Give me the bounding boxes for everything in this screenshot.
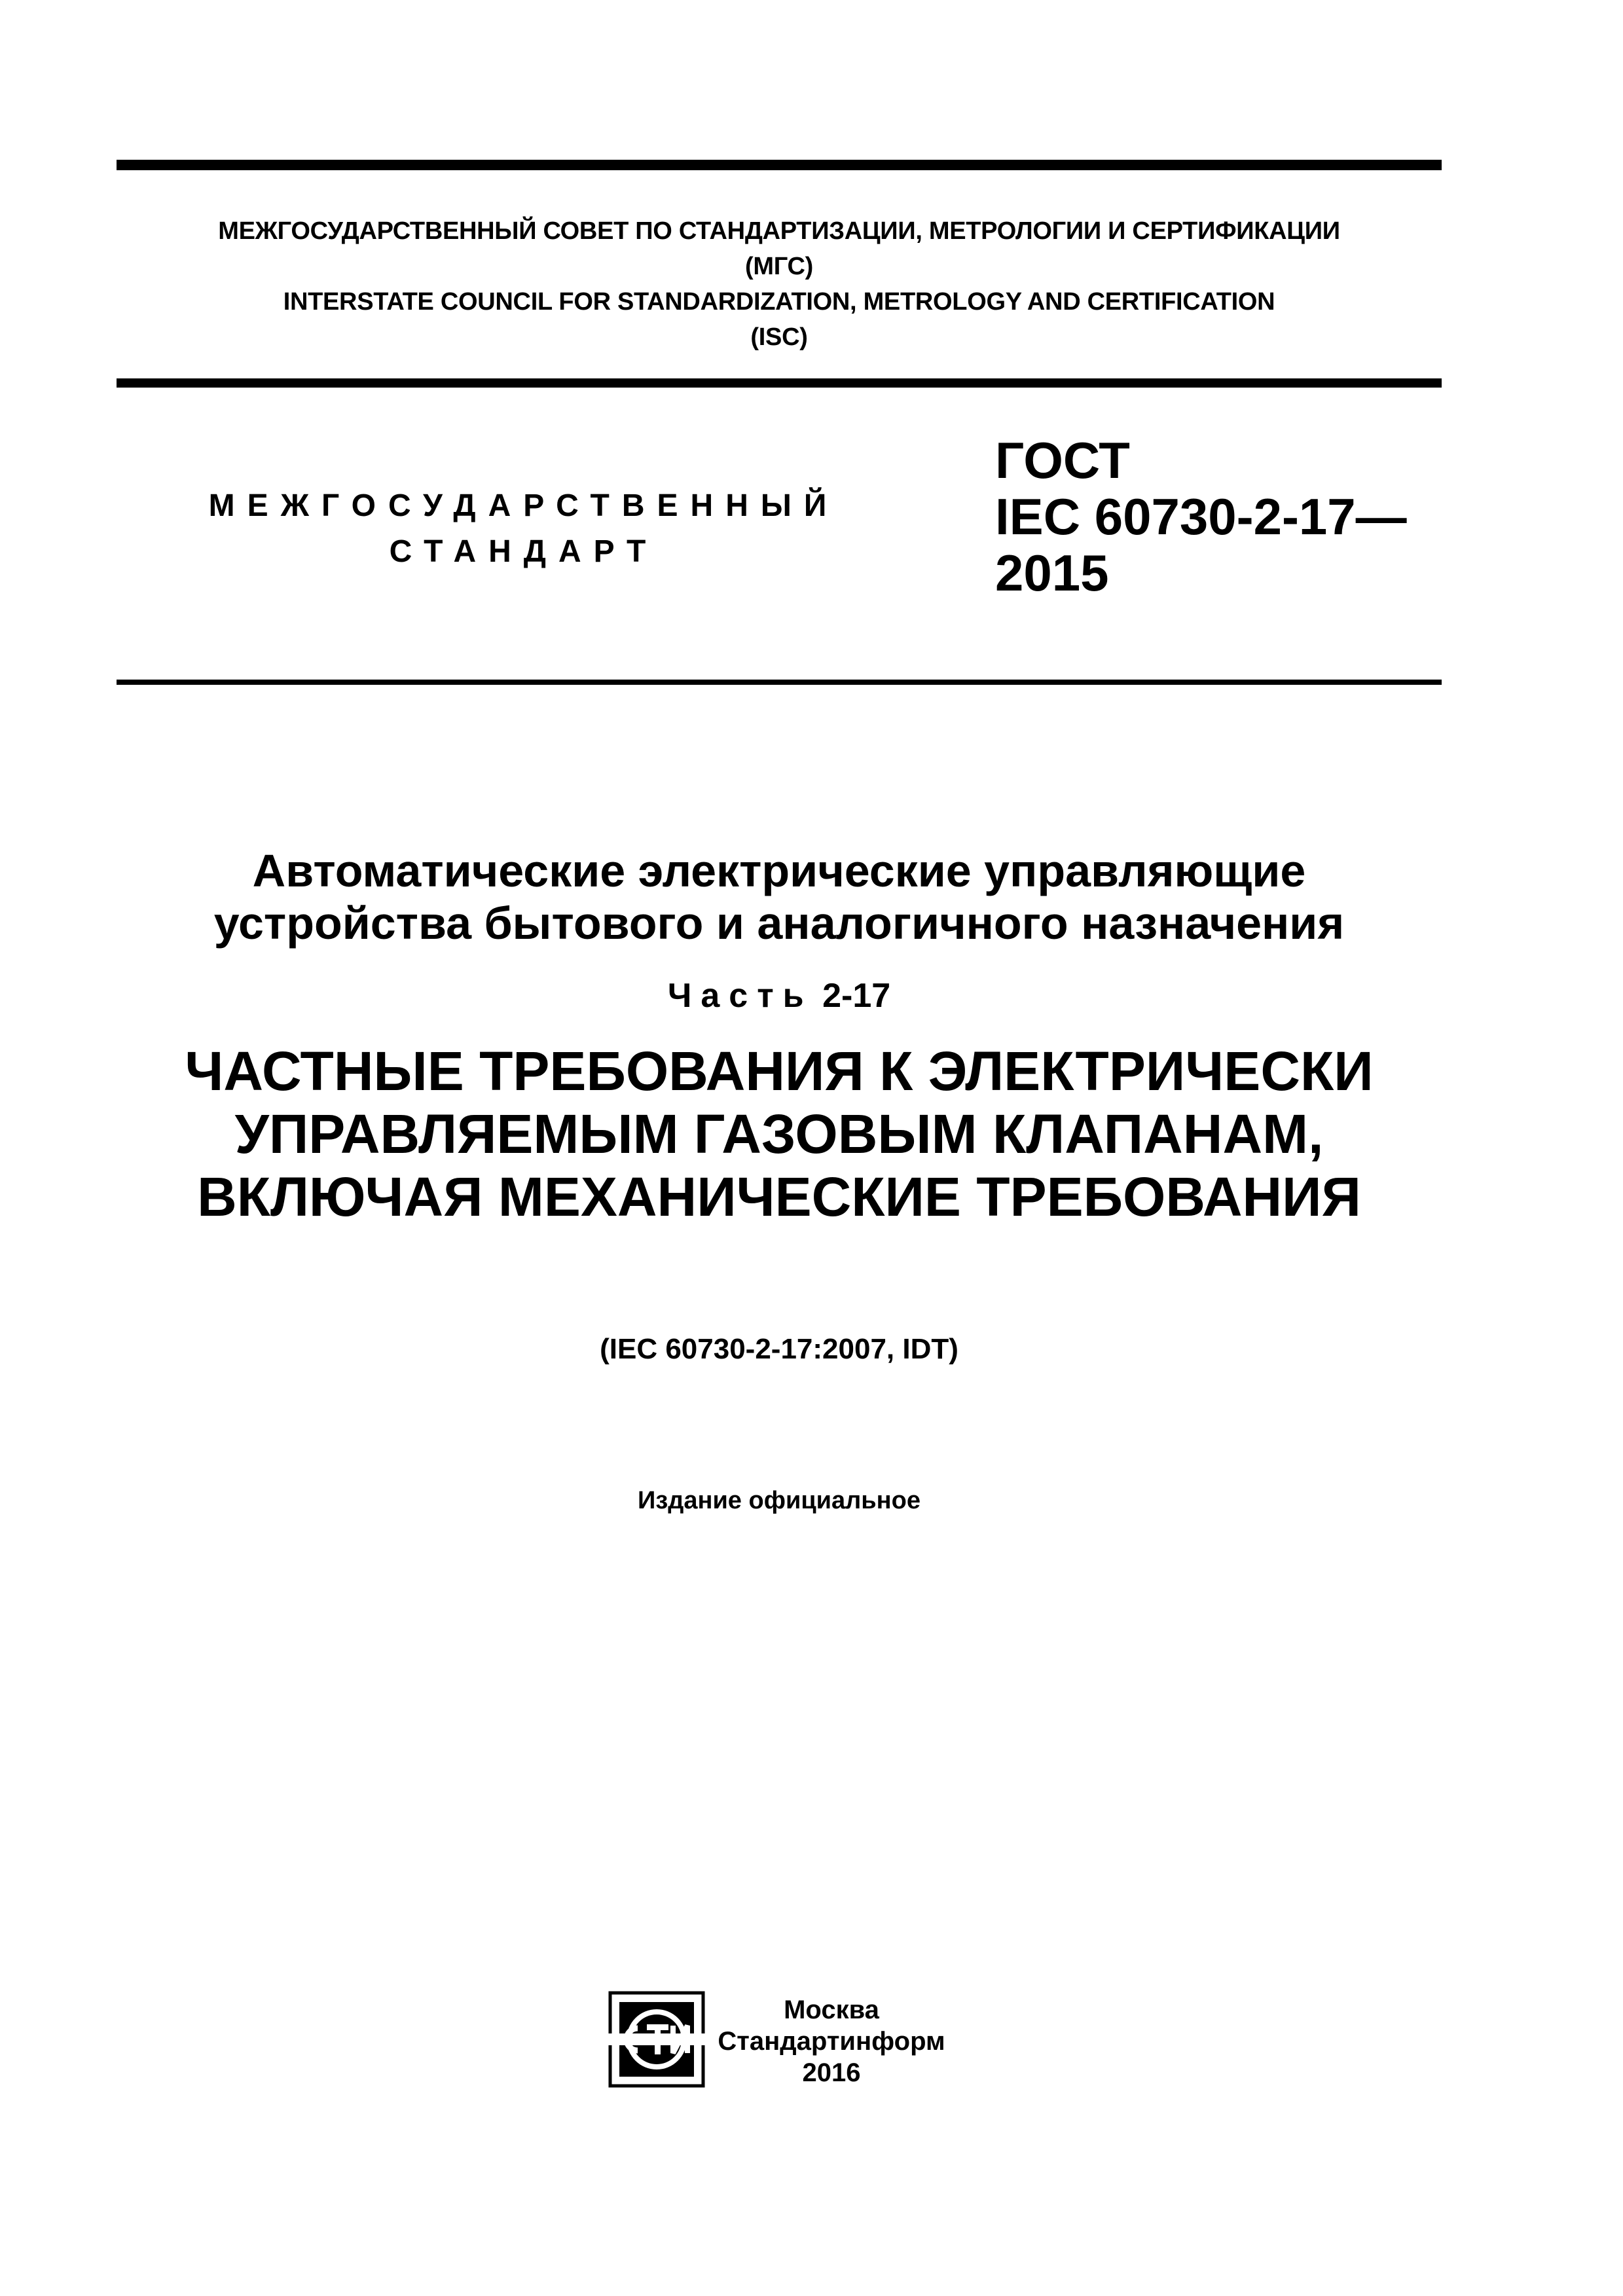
standard-kind — [196, 483, 851, 575]
designation-line3: 2015 — [995, 544, 1109, 602]
document-title — [117, 845, 1442, 949]
title-line2: устройства бытового и аналогичного назначения — [213, 898, 1345, 949]
standard-kind-line1: МЕЖГОСУДАРСТВЕННЫЙ — [208, 488, 839, 523]
standartinform-logo-icon — [608, 1990, 706, 2088]
middle-divider — [117, 378, 1442, 388]
publisher-block — [714, 1994, 949, 2088]
iec-reference: (IEC 60730-2-17:2007, IDT) — [600, 1333, 958, 1365]
standard-kind-line2: СТАНДАРТ — [389, 534, 659, 569]
part-number: 2-17 — [822, 977, 891, 1015]
subtitle-line3: ВКЛЮЧАЯ МЕХАНИЧЕСКИЕ ТРЕБОВАНИЯ — [197, 1166, 1361, 1228]
part-label — [117, 975, 1442, 1016]
council-header — [117, 213, 1442, 355]
council-name-en: INTERSTATE COUNCIL FOR STANDARDIZATION, METROLOGY AND CERTIFICATION — [283, 288, 1275, 316]
designation-line1: ГОСТ — [995, 431, 1130, 489]
publisher-name: Стандартинформ — [718, 2027, 945, 2056]
designation-line2: IEC 60730-2-17— — [995, 488, 1407, 545]
council-name-ru: МЕЖГОСУДАРСТВЕННЫЙ СОВЕТ ПО СТАНДАРТИЗАЦИИ, МЕТРОЛОГИИ И СЕРТИФИКАЦИИ — [218, 217, 1340, 245]
edition-label: Издание официальное — [638, 1487, 921, 1514]
publication-year: 2016 — [802, 2058, 861, 2087]
title-line1: Автоматические электрические управляющие — [252, 845, 1306, 896]
subtitle-line2: УПРАВЛЯЕМЫМ ГАЗОВЫМ КЛАПАНАМ, — [234, 1103, 1324, 1165]
subtitle-line1: ЧАСТНЫЕ ТРЕБОВАНИЯ К ЭЛЕКТРИЧЕСКИ — [185, 1040, 1374, 1102]
part-word: Часть — [667, 977, 813, 1015]
council-abbr-ru: (МГС) — [745, 253, 813, 280]
council-abbr-en: (ISC) — [750, 323, 808, 351]
lower-divider — [117, 680, 1442, 685]
publisher-city: Москва — [784, 1995, 879, 2024]
standard-designation — [995, 432, 1407, 601]
document-subtitle — [117, 1040, 1442, 1228]
top-divider — [117, 160, 1442, 170]
